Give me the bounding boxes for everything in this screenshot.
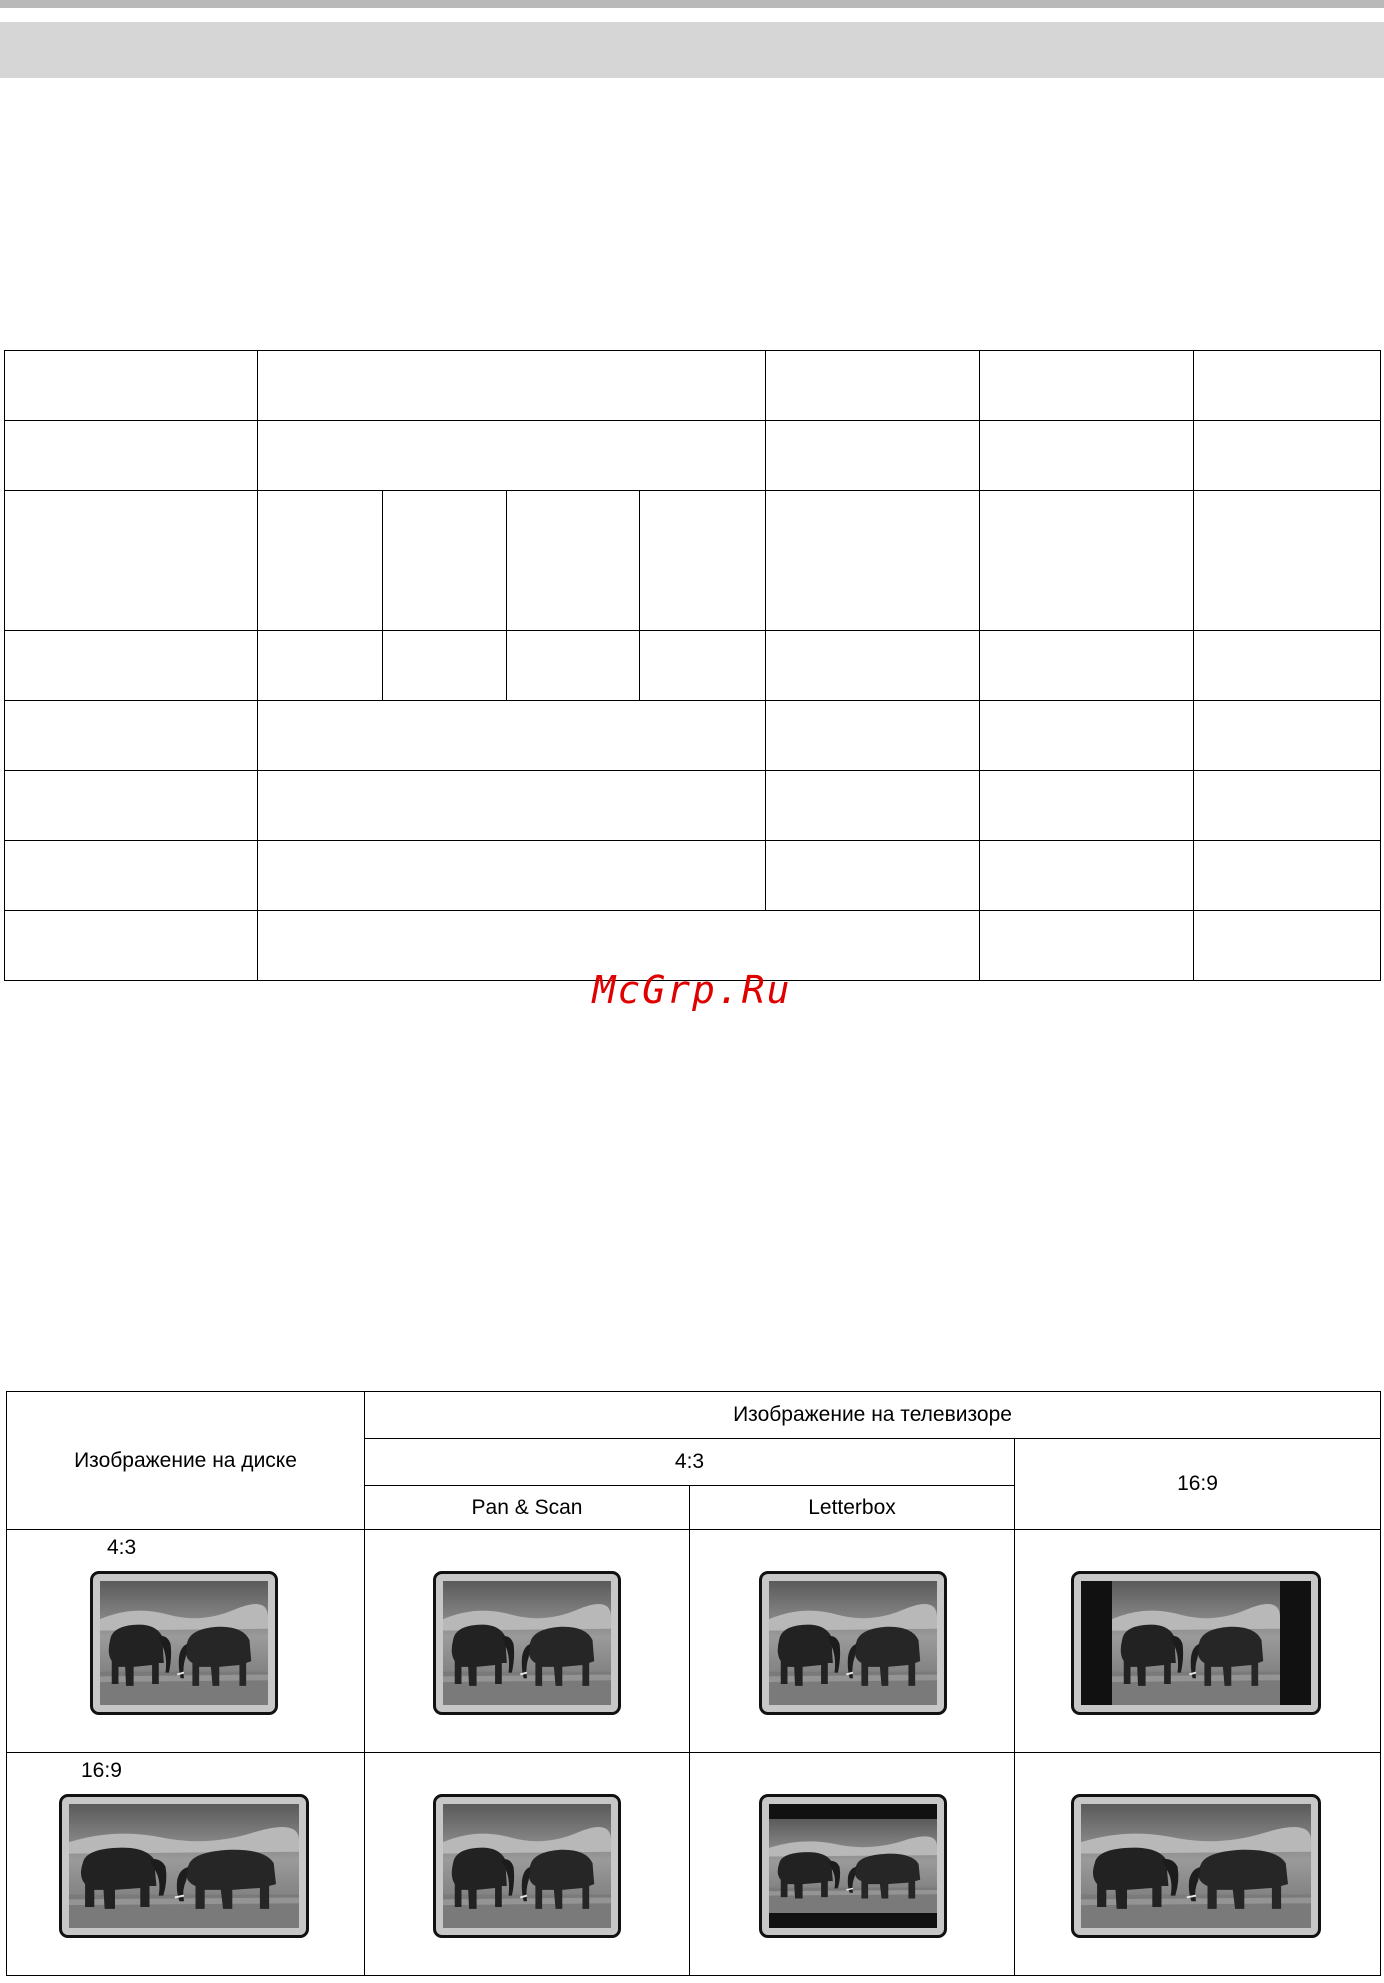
table-row: [5, 701, 1381, 771]
wide-43-cell: [1015, 1530, 1381, 1753]
disc-ratio-label: 4:3: [107, 1536, 137, 1559]
tv-43-header: 4:3: [365, 1439, 1015, 1486]
table-row: [7, 1753, 1381, 1976]
disc-ratio-label: 16:9: [81, 1759, 122, 1782]
tv-screen-image: [1071, 1571, 1321, 1715]
aspect-ratio-table: [6, 1391, 1381, 1976]
table-row: [5, 771, 1381, 841]
tv-screen-image: [59, 1794, 309, 1938]
spec-table: [4, 350, 1381, 981]
tv-screen-image: [433, 1794, 621, 1938]
table-row: [5, 631, 1381, 701]
top-rule: [0, 0, 1384, 8]
tv-screen-image: [759, 1794, 947, 1938]
table-row: [5, 491, 1381, 631]
letterbox-header: Letterbox: [690, 1486, 1015, 1530]
pan-scan-43-cell: [365, 1530, 690, 1753]
tv-screen-image: [1071, 1794, 1321, 1938]
disc-43-cell: [7, 1530, 365, 1753]
watermark: McGrp.Ru: [592, 968, 792, 1012]
wide-169-cell: [1015, 1753, 1381, 1976]
table-row: [5, 351, 1381, 421]
pan-scan-169-cell: [365, 1753, 690, 1976]
letterbox-43-cell: [690, 1530, 1015, 1753]
tv-screen-image: [759, 1571, 947, 1715]
tv-169-header: 16:9: [1015, 1439, 1381, 1530]
tv-screen-image: [90, 1571, 278, 1715]
section-header-band: [0, 22, 1384, 78]
table-row: [5, 421, 1381, 491]
letterbox-169-cell: [690, 1753, 1015, 1976]
table-row: [5, 841, 1381, 911]
disc-image-header: Изображение на диске: [7, 1392, 365, 1530]
table-row: [7, 1530, 1381, 1753]
tv-screen-image: [433, 1571, 621, 1715]
table-row: [7, 1392, 1381, 1439]
pan-scan-header: Pan & Scan: [365, 1486, 690, 1530]
tv-image-header: Изображение на телевизоре: [365, 1392, 1381, 1439]
disc-169-cell: [7, 1753, 365, 1976]
